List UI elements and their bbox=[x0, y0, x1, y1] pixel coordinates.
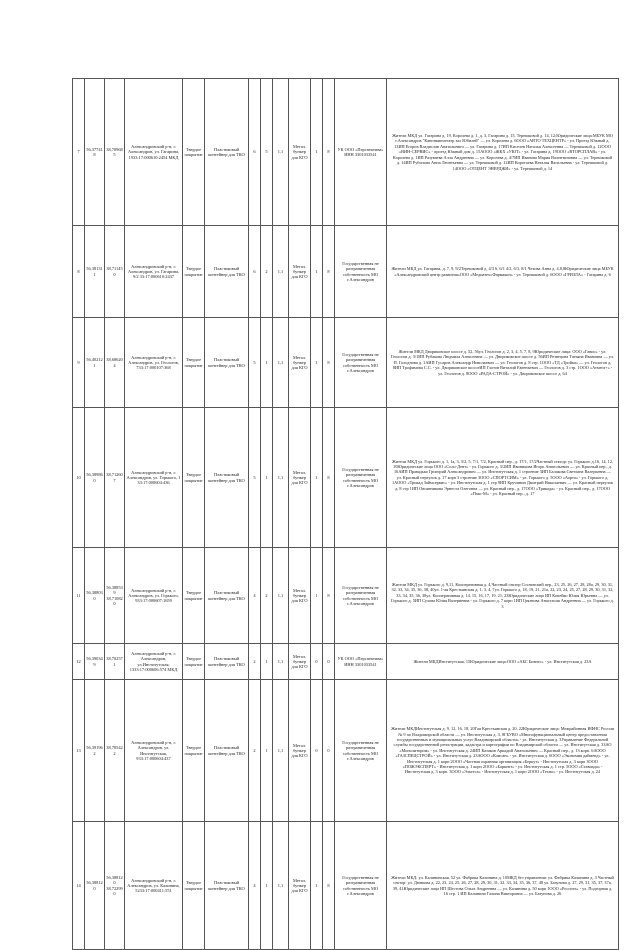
container-volume: 1,1 bbox=[273, 680, 289, 822]
bunker-count: 1 bbox=[311, 548, 323, 644]
longitude: 56,388539 38,710820 bbox=[105, 548, 125, 644]
container-type: Пластиковый контейнер для ТКО bbox=[205, 318, 249, 408]
waste-sites-table bbox=[72, 78, 619, 950]
site-owner: УК ООО «Перспектива» ИНН 3301033541 bbox=[335, 79, 387, 226]
bunker-type: Метал. бункер для КГО bbox=[289, 408, 311, 548]
container-type: Пластиковый контейнер для ТКО bbox=[205, 226, 249, 318]
bunker-volume: 8 bbox=[323, 226, 335, 318]
site-owner: Государственная не разграниченная собственность МО г.Александров bbox=[335, 408, 387, 548]
surface-coverage: Твердое покрытие bbox=[183, 408, 205, 548]
row-number: 9 bbox=[73, 318, 85, 408]
served-residents: Жители МКД Двориковское шоссе д. 52, 56ул. Геологов д. 2, 3, 4, 5, 7, 8, 9Юридические лица: ООО «Гавис» - ул. Геологов д. 3/1ИП Рубакова Людмила Алексеевна — ул. Двориковское шоссе д. 56ИП Резвецова Татьяна Ивановна — ул. П. Голоднова д. 1АИП Гусаров Александр Николаевич — ул. Геологов д. 8 стр. 1ООО «ТД «Тройка» — ул. Геологов д. 8ИП Трофимова С.С. - ул. Двориковское шоссеИП Глотов Виталий Евгеньевич — Геологов д. 3 стр. 1ООО «Атмега+» - ул. Геологов д. 8ООО «РАДА-СТРОЙ» - ул. Двориковское шоссе д. 64 bbox=[387, 318, 619, 408]
container-count: 2 bbox=[261, 226, 273, 318]
latitude: 56,402121 bbox=[85, 318, 105, 408]
bunker-type: Метал. бункер для КГО bbox=[289, 318, 311, 408]
container-volume: 1,1 bbox=[273, 408, 289, 548]
served-residents: Жители МКД: ул. Калининская, 52 ул. Фабрика Калинина д. 10МКД без управления: ул. Фабрика Калинина д. 3 Частный сектор: ул. Дюнкова д. 22, 23, 24, 25, 26, 27, 28, 29, 30, 31, 32, 33, 34, 35, 36, 37, 48 ул. Базунова д. 27, 29, 31, 35, 37, 37а, 39, 41Юридические лица ИП Шестова Ольга Андреевна — ул. Калинина д. 50 корп 1ООО «Россить» - ул. Подгорная д. 16 стр. 1 ИП Калинина Галина Викторовна — ул. Базунова д. 26 bbox=[387, 822, 619, 950]
longitude: 38,712607 bbox=[105, 408, 125, 548]
longitude: 38,711450 bbox=[105, 226, 125, 318]
bunker-count: 1 bbox=[311, 318, 323, 408]
container-count: 2 bbox=[261, 548, 273, 644]
bunker-volume: 0 bbox=[323, 644, 335, 680]
bunker-count: 1 bbox=[311, 822, 323, 950]
served-residents: Жители МКД ул. Горького д. 1, 1а, 3, 3/2, 5, 7/1, 7/2, Красный пер., д. 17/1, 17/2Частный сектор: ул. Горького д.16, 14, 12, 10Юридические лица ООО «Соло-Дент» - ул. Горького д. 3/2ИП Ивоникова Игорь Анатольевич — ул. Красный пер., д. 16АИП Правадько Григорий Александрович — ул. Институтская д. 1 строение 3ИП Балакова Светлана Валерьевна — ул. Красный переулок д. 17 корп 3 строение 3ООО «СПОРТСИМ» - ул. Горького д. 5ООО «Аорта» - ул. Горького д. 1АООО «Трикад Займсервис» - ул. Институтская д. 1 стр 9ИП Кручинин Дмитрий Николаевич — ул. Красный переулок д. 8 стр 1ИП Овсянникова Эрнеста Олеговна — ул. Красный пер., д. 17ООО «Трикада» - ул. Красный пер., д. 17ООО «Пакс-М» - ул. Красный пер., д. 17 bbox=[387, 408, 619, 548]
table-row bbox=[73, 408, 619, 548]
row-number: 7 bbox=[73, 79, 85, 226]
site-owner: Государственная не разграниченная собственность МО г.Александров bbox=[335, 548, 387, 644]
bunker-count: 0 bbox=[311, 680, 323, 822]
row-number: 12 bbox=[73, 644, 85, 680]
site-area: 4 bbox=[249, 548, 261, 644]
site-area: 2 bbox=[249, 680, 261, 822]
row-number: 8 bbox=[73, 226, 85, 318]
surface-coverage: Твердое покрытие bbox=[183, 822, 205, 950]
container-volume: 1,1 bbox=[273, 644, 289, 680]
bunker-count: 0 bbox=[311, 644, 323, 680]
registry-sheet bbox=[72, 78, 618, 950]
longitude: 38,702571 bbox=[105, 644, 125, 680]
bunker-type: Метал. бункер для КГО bbox=[289, 644, 311, 680]
container-type: Пластиковый контейнер для ТКО bbox=[205, 548, 249, 644]
latitude: 56,391962 bbox=[85, 680, 105, 822]
container-volume: 1,1 bbox=[273, 79, 289, 226]
row-number: 11 bbox=[73, 548, 85, 644]
bunker-count: 1 bbox=[311, 79, 323, 226]
latitude: 56,390349 bbox=[85, 644, 105, 680]
bunker-volume: 8 bbox=[323, 548, 335, 644]
longitude: 38,709685 bbox=[105, 79, 125, 226]
site-address: Александровский р-н, г. Александров, ул. Горького, 933:17:000607:1659 bbox=[125, 548, 183, 644]
site-address: Александровский р-н, г. Александров, ул. Геологов, 733:17:000107:368 bbox=[125, 318, 183, 408]
row-number: 13 bbox=[73, 680, 85, 822]
site-owner: Государственная не разграниченная собственность МО г.Александров bbox=[335, 318, 387, 408]
site-address: Александровский р-н, г. Александров, ул. Гагарина, 9/2 33:17:000610:2437 bbox=[125, 226, 183, 318]
served-residents: Жители МКД ул. Горького д. 9,11, Кооперативная д. 4,Частный сектор Сосновский пер., 23, 25, 26, 27, 28, 28а, 29, 30, 31, 32, 33, 34, 35, 36, 38, 40ул. 1-ая Крестьянская д. 1, 3, 4, 7ул. Горького д. 18, 19, 21, 21а, 22, 23, 24, 25, 27, 28, 29, 30, 31, 32, 33, 34, 35, 36, 38ул. Кооперативная д. 14, 15, 16, 17, 19, 21, 23Юридические лица ИП Копейко Юлия Юрьевна — ул. Горького д. 5ИП Сулова Юлия Валериевна - ул. Горького д. 7 корп 1ИП Грязнова Анастасия Андреевна — ул. Горького д. 3 bbox=[387, 548, 619, 644]
container-type: Пластиковый контейнер для ТКО bbox=[205, 822, 249, 950]
row-number: 10 bbox=[73, 408, 85, 548]
latitude: 56,377418 bbox=[85, 79, 105, 226]
bunker-type: Метал. бункер для КГО bbox=[289, 79, 311, 226]
row-number: 14 bbox=[73, 822, 85, 950]
site-area: 4 bbox=[249, 822, 261, 950]
bunker-volume: 8 bbox=[323, 318, 335, 408]
site-area: 5 bbox=[249, 408, 261, 548]
container-type: Пластиковый контейнер для ТКО bbox=[205, 408, 249, 548]
bunker-volume: 8 bbox=[323, 79, 335, 226]
container-type: Пластиковый контейнер для ТКО bbox=[205, 680, 249, 822]
latitude: 56,388030 bbox=[85, 548, 105, 644]
site-area: 2 bbox=[249, 644, 261, 680]
container-count: 1 bbox=[261, 408, 273, 548]
container-count: 1 bbox=[261, 822, 273, 950]
longitude: 38,686204 bbox=[105, 318, 125, 408]
table-row bbox=[73, 318, 619, 408]
bunker-volume: 8 bbox=[323, 822, 335, 950]
site-address: Александровский р-н, г. Александров, ул. Гагарина, 1933:17:000610:2454 МКД bbox=[125, 79, 183, 226]
site-owner: Государственная не разграниченная собственность МО г.Александров bbox=[335, 226, 387, 318]
container-count: 1 bbox=[261, 644, 273, 680]
surface-coverage: Твердое покрытие bbox=[183, 548, 205, 644]
latitude: 56,388120 bbox=[85, 822, 105, 950]
bunker-count: 1 bbox=[311, 226, 323, 318]
container-volume: 1,1 bbox=[273, 548, 289, 644]
latitude: 56,381311 bbox=[85, 226, 105, 318]
container-count: 1 bbox=[261, 318, 273, 408]
site-owner: Государственная не разграниченная собственность МО г.Александров bbox=[335, 822, 387, 950]
surface-coverage: Твердое покрытие bbox=[183, 644, 205, 680]
longitude: 38,705422 bbox=[105, 680, 125, 822]
table-row bbox=[73, 822, 619, 950]
table-row bbox=[73, 79, 619, 226]
table-row bbox=[73, 644, 619, 680]
bunker-count: 1 bbox=[311, 408, 323, 548]
latitude: 56,389860 bbox=[85, 408, 105, 548]
container-type: Пластиковый контейнер для ТКО bbox=[205, 79, 249, 226]
site-area: 6 bbox=[249, 79, 261, 226]
bunker-type: Метал. бункер для КГО bbox=[289, 226, 311, 318]
site-address: Александровский р-н, г. Александров, ул. Институтская, 933:17:000604:437 bbox=[125, 680, 183, 822]
served-residents: Жители МКД ул. Гагарина д. 19, Королева д. 1, д. 3, Гагарина д. 15, Терешковой д. 14, 12;Юридические лица:МБУК МО г.Александров "Канонкинотеатр зал Юбилей" — ул. Королева д. 6ООО «АВТО ТЕХЦЕНТР» - ул. Проезд Южный д. 1ЗИП Егоров Владислав Анатольевич — ул. Гагарина д. 17ИП Киселев Наталья Алексеевна — Терешковой д. 12ООО «ВИН-СЕРВИС» - проезд Южный дом д. 15АООО «ЖКХ «УЮТ» - ул. Гагарина д. 19ООО «ВТОРСПЛАВ» - ул. Королева д. 1ИП Разуваева Алла Андреевна — ул. Королева д. 4/7ИП Иванова Мария Валентиновна — ул. Терешковой д. 14ИП Рубилова Анна Леонтьевна — ул. Терешковой д. 12ИП Коротаева Наталья Васильевна - ул. Терешковой д. 14ООО «ОТЦЕНТ ЭНЕРДЖИ» - ул. Терешковой д. 14 bbox=[387, 79, 619, 226]
surface-coverage: Твердое покрытие bbox=[183, 680, 205, 822]
site-address: Александровский р-н, г. Александров, ул. Калинина, 5233:17:000411:551 bbox=[125, 822, 183, 950]
table-row bbox=[73, 226, 619, 318]
bunker-type: Метал. бункер для КГО bbox=[289, 548, 311, 644]
site-address: Александровский р-н, г. Александров, ул. Горького, 1 33:17:000604:436 bbox=[125, 408, 183, 548]
longitude: 56,388120 38,722990 bbox=[105, 822, 125, 950]
site-address: Александровский р-н, г. Александров, ул.Институтская, 1333:17:000606:574 МКД bbox=[125, 644, 183, 680]
served-residents: Жители МКДИнститутская д. 9, 12, 16, 18, 20Гая Крестьянская д. 20, 22Юридические лица: Межрайонная ИФНС России № 9 по Владимирской области — ул. Институтская д. 3, 8ГБУВО «Многофункциональный центр предоставления государственных и муниципальных услуг Владимирской области» - ул. Институтская д. 3Управление Федеральной службы государственной регистрации, кадастра и картографии по Владимирской области — ул. Институтская д. 3ЗАО «Монолитпром» - ул. Институтская д. 24ИП Казаков Аркадий Анатольевич — Красный пер., д. 13 корп. 6АООО «ГАЗСПЕЦСТРОЙ» - ул. Институтская д. 23АООО «Комсан» - ул. Институтская д. 6ООО «Экономия дайменд» - ул. Институтская д. 1 корп 2ООО «Частная охранная организация «Беркут» - Институтская д. 3 корп 3ООО «ПОЖЭКСПЕРТ» - Институтская д. 1 корп 2ООО «Баркент» - ул. Институтская д. 1 стр. 5ООО «Ставиада» - Институтская д. 3 корп. 3ООО «Эльтеса» - Институтская д. 1 корп 2ООО «Техно» - ул. Институтская д. 24 bbox=[387, 680, 619, 822]
container-count: 5 bbox=[261, 79, 273, 226]
container-count: 1 bbox=[261, 680, 273, 822]
surface-coverage: Твердое покрытие bbox=[183, 226, 205, 318]
site-owner: Государственная не разграниченная собственность МО г.Александров bbox=[335, 680, 387, 822]
table-row bbox=[73, 680, 619, 822]
site-area: 5 bbox=[249, 318, 261, 408]
site-owner: УК ООО «Перспектива» ИНН 3301033541 bbox=[335, 644, 387, 680]
served-residents: Жители МКД ул. Гагарина, д. 7, 9, 9/2Терешковой д. 4/3 6, 6/1 4/2, 6/3, 8/1 Чехова Анна д. 4,8,8Юридические лица МБУК «Александровский центр развития»ООО «Медиатех»Фармакон» - ул. Терешковой д. 6ООО «ГРИЗЛА» - Гагарина д. 6 bbox=[387, 226, 619, 318]
served-residents: Жители МКДИнститутская, 15Юридические лица:ООО «АБС Бизнес» - ул. Институтская д. 23А bbox=[387, 644, 619, 680]
bunker-type: Метал. бункер для КГО bbox=[289, 680, 311, 822]
bunker-volume: 0 bbox=[323, 680, 335, 822]
surface-coverage: Твердое покрытие bbox=[183, 318, 205, 408]
bunker-volume: 8 bbox=[323, 408, 335, 548]
container-volume: 1,1 bbox=[273, 822, 289, 950]
site-area: 6 bbox=[249, 226, 261, 318]
container-volume: 1,1 bbox=[273, 318, 289, 408]
bunker-type: Метал. бункер для КГО bbox=[289, 822, 311, 950]
container-volume: 1,1 bbox=[273, 226, 289, 318]
table-row bbox=[73, 548, 619, 644]
container-type: Пластиковый контейнер для ТКО bbox=[205, 644, 249, 680]
surface-coverage: Твердое покрытие bbox=[183, 79, 205, 226]
